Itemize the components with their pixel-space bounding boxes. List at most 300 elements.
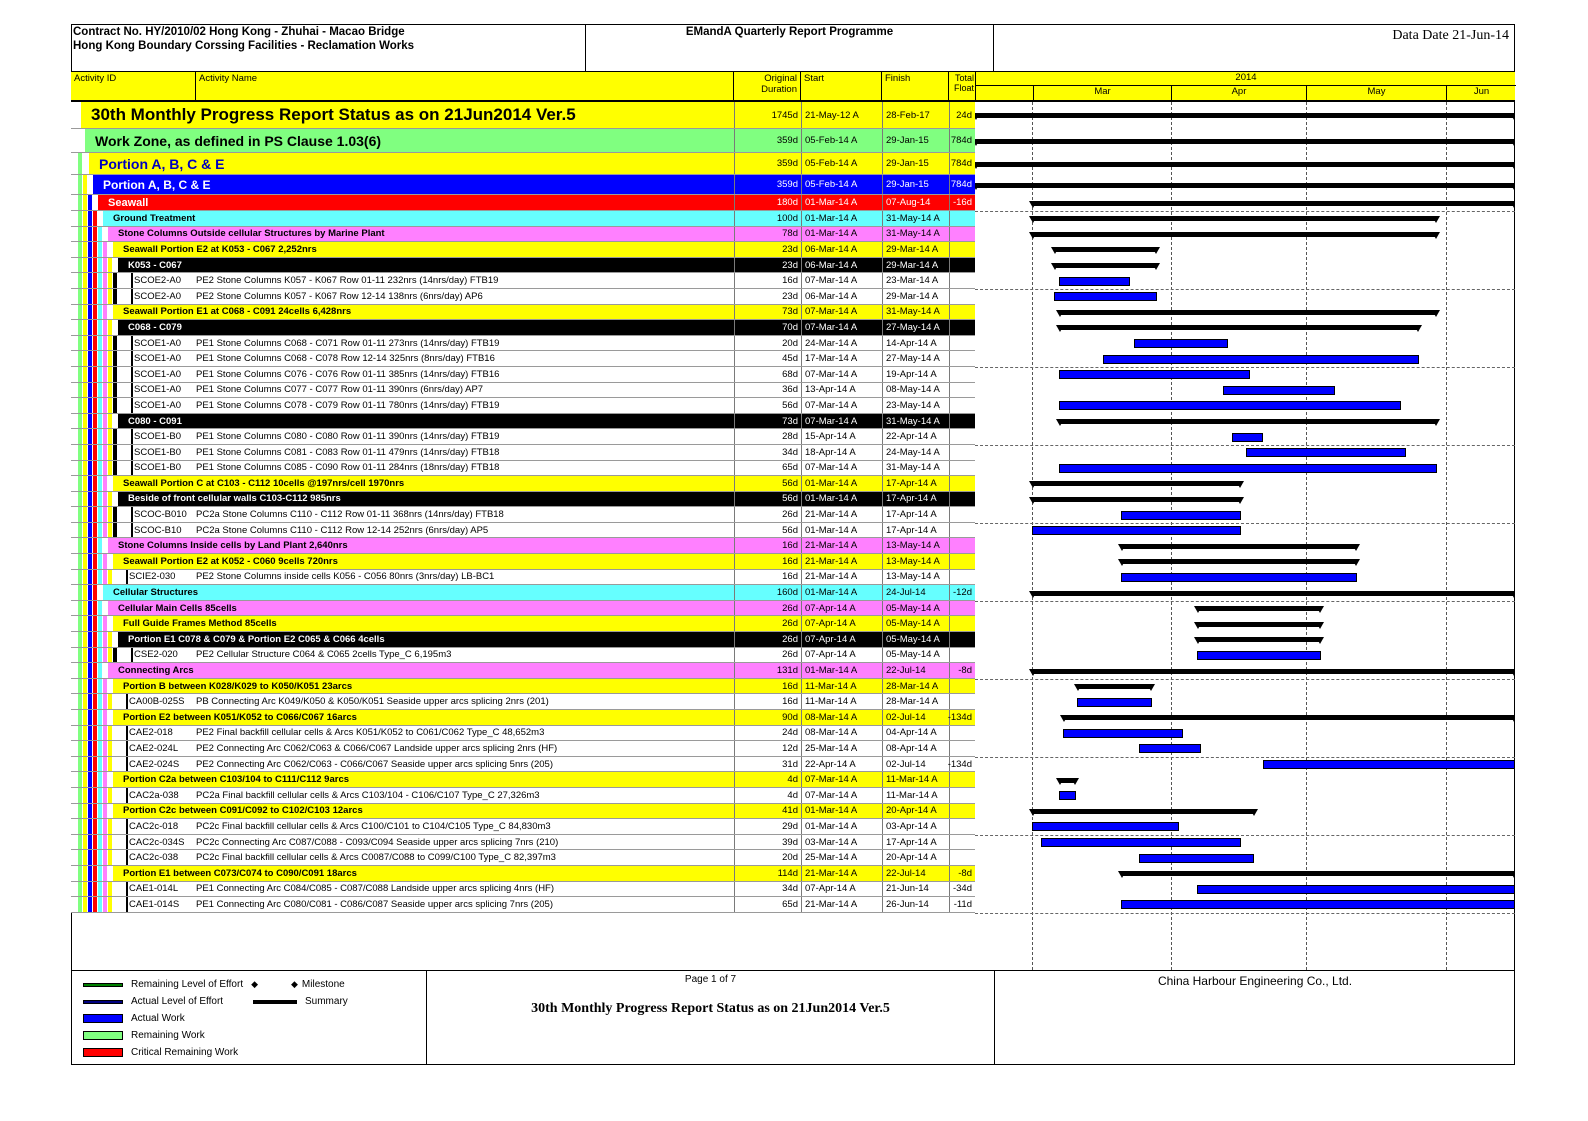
activity-row[interactable] — [71, 882, 975, 898]
float-cell — [949, 320, 975, 335]
wbs-row[interactable] — [71, 616, 975, 632]
gantt-summary-bar[interactable] — [1032, 809, 1255, 814]
wbs-indent-stripe — [103, 835, 107, 851]
wbs-row[interactable] — [71, 258, 975, 274]
gantt-activity-bar[interactable] — [1063, 729, 1183, 738]
activity-row[interactable] — [71, 694, 975, 710]
wbs-indent-stripe — [88, 726, 92, 742]
activity-row[interactable] — [71, 819, 975, 835]
finish-cell: 08-May-14 A — [882, 383, 949, 398]
gantt-activity-bar[interactable] — [1059, 401, 1402, 410]
wbs-indent-stripe — [98, 320, 102, 336]
gantt-summary-bar[interactable] — [1032, 216, 1437, 221]
activity-row[interactable] — [71, 351, 975, 367]
wbs-row[interactable] — [71, 195, 975, 211]
wbs-indent-stripe — [88, 351, 92, 367]
wbs-indent-stripe — [98, 383, 102, 399]
activity-row[interactable] — [71, 788, 975, 804]
start-cell: 07-Apr-14 A — [801, 632, 882, 647]
wbs-indent-stripe — [103, 804, 107, 820]
actual-work-swatch — [83, 1014, 123, 1023]
start-cell: 01-Mar-14 A — [801, 523, 882, 538]
programme-block — [586, 24, 994, 71]
wbs-indent-stripe — [88, 632, 92, 648]
float-cell — [949, 273, 975, 288]
wbs-indent-stripe — [78, 554, 82, 570]
finish-cell: 28-Mar-14 A — [882, 679, 949, 694]
critical-remaining-swatch — [83, 1048, 123, 1057]
gantt-activity-bar[interactable] — [1041, 838, 1241, 847]
milestone-diamond-icon: ◆ — [291, 979, 298, 989]
gantt-summary-bar[interactable] — [1059, 778, 1077, 783]
wbs-indent-stripe — [78, 195, 82, 211]
activity-row[interactable] — [71, 648, 975, 664]
wbs-indent-stripe — [83, 554, 87, 570]
wbs-indent-stripe — [98, 632, 102, 648]
footer-title-block — [427, 970, 995, 1065]
start-cell: 18-Apr-14 A — [801, 445, 882, 460]
float-cell — [949, 367, 975, 382]
wbs-indent-stripe — [88, 273, 92, 289]
finish-cell: 29-Jan-15 — [882, 129, 949, 152]
gantt-summary-bar[interactable] — [975, 162, 1515, 167]
activity-row[interactable] — [71, 523, 975, 539]
activity-id: CAE1-014L — [129, 883, 179, 895]
activity-name: PE2 Stone Columns K057 - K067 Row 01-11 232nrs (14nrs/day) FTB19 — [196, 275, 499, 287]
float-cell: -8d — [949, 663, 975, 678]
wbs-row[interactable] — [71, 414, 975, 430]
activity-row[interactable] — [71, 273, 975, 289]
duration-cell: 65d — [734, 897, 801, 912]
gantt-activity-bar[interactable] — [1032, 526, 1241, 535]
wbs-row[interactable] — [71, 305, 975, 321]
contract-line-1: Contract No. HY/2010/02 Hong Kong - Zhuhai - Macao Bridge — [73, 26, 405, 38]
wbs-indent-stripe — [88, 882, 92, 898]
duration-cell: 4d — [734, 772, 801, 787]
wbs-indent-stripe — [113, 523, 117, 539]
wbs-indent-stripe — [83, 710, 87, 726]
wbs-indent-stripe — [83, 804, 87, 820]
float-cell: 784d — [949, 175, 975, 194]
wbs-indent-stripe — [78, 804, 82, 820]
activity-row[interactable] — [71, 897, 975, 913]
wbs-indent-stripe — [108, 694, 112, 710]
wbs-indent-stripe — [83, 741, 87, 757]
wbs-row[interactable] — [71, 601, 975, 617]
wbs-indent-stripe — [108, 320, 112, 336]
activity-row[interactable] — [71, 726, 975, 742]
wbs-row[interactable] — [71, 476, 975, 492]
wbs-indent-stripe — [93, 351, 97, 367]
legend-actual-loe: Actual Level of Effort — [83, 996, 223, 1007]
wbs-indent-stripe — [78, 710, 82, 726]
col-activity-id: Activity ID — [71, 72, 196, 101]
wbs-indent-stripe — [88, 570, 92, 586]
wbs-indent-stripe — [88, 679, 92, 695]
data-date-block — [994, 24, 1515, 71]
gantt-activity-bar[interactable] — [1197, 651, 1322, 660]
wbs-row[interactable] — [71, 710, 975, 726]
wbs-indent-stripe — [88, 554, 92, 570]
gantt-summary-bar[interactable] — [975, 113, 1515, 118]
wbs-row[interactable] — [71, 679, 975, 695]
actual-loe-swatch — [83, 1000, 123, 1004]
wbs-indent-stripe — [88, 258, 92, 274]
gantt-summary-bar[interactable] — [1059, 310, 1437, 315]
duration-cell: 68d — [734, 367, 801, 382]
timeline-month-may: May — [1307, 86, 1447, 101]
wbs-indent-stripe — [78, 461, 82, 477]
gantt-summary-bar[interactable] — [1197, 606, 1322, 611]
gantt-activity-bar[interactable] — [1121, 511, 1241, 520]
start-cell: 01-Mar-14 A — [801, 476, 882, 491]
wbs-indent-stripe — [93, 305, 97, 321]
start-cell: 05-Feb-14 A — [801, 153, 882, 174]
wbs-indent-stripe — [108, 648, 112, 664]
duration-cell: 73d — [734, 414, 801, 429]
wbs-indent-stripe — [98, 273, 102, 289]
activity-row[interactable] — [71, 383, 975, 399]
wbs-indent-stripe — [108, 383, 112, 399]
wbs-indent-stripe — [83, 679, 87, 695]
wbs-indent-stripe — [83, 398, 87, 414]
duration-cell: 20d — [734, 336, 801, 351]
wbs-row[interactable] — [71, 227, 975, 243]
activity-row[interactable] — [71, 461, 975, 477]
wbs-indent-stripe — [88, 242, 92, 258]
finish-cell: 11-Mar-14 A — [882, 772, 949, 787]
col-activity-name: Activity Name — [196, 72, 734, 101]
float-cell — [949, 507, 975, 522]
start-cell: 07-Apr-14 A — [801, 601, 882, 616]
wbs-indent-stripe — [108, 273, 112, 289]
wbs-indent-stripe — [88, 772, 92, 788]
gantt-activity-bar[interactable] — [1134, 339, 1227, 348]
wbs-indent-stripe — [98, 351, 102, 367]
activity-row[interactable] — [71, 429, 975, 445]
wbs-indent-stripe — [78, 757, 82, 773]
wbs-row[interactable] — [71, 320, 975, 336]
duration-cell: 36d — [734, 383, 801, 398]
wbs-row[interactable] — [71, 866, 975, 882]
wbs-indent-stripe — [93, 383, 97, 399]
wbs-row[interactable] — [71, 102, 975, 129]
activity-row[interactable] — [71, 757, 975, 773]
gantt-summary-bar[interactable] — [1054, 263, 1156, 268]
wbs-indent-stripe — [88, 601, 92, 617]
activity-name: PE1 Stone Columns C080 - C080 Row 01-11 390nrs (14nrs/day) FTB19 — [196, 431, 500, 443]
start-cell: 07-Apr-14 A — [801, 616, 882, 631]
wbs-indent-stripe — [78, 850, 82, 866]
wbs-row[interactable] — [71, 804, 975, 820]
gantt-activity-bar[interactable] — [1059, 791, 1077, 800]
float-cell — [949, 242, 975, 257]
wbs-indent-stripe — [83, 476, 87, 492]
wbs-indent-stripe — [108, 398, 112, 414]
gantt-summary-bar[interactable] — [975, 139, 1515, 144]
activity-id: CAC2c-038 — [129, 852, 179, 864]
wbs-indent-stripe — [83, 414, 87, 430]
finish-cell: 22-Apr-14 A — [882, 429, 949, 444]
wbs-row[interactable] — [71, 153, 975, 175]
wbs-indent-stripe — [93, 632, 97, 648]
activity-row[interactable] — [71, 570, 975, 586]
gantt-activity-bar[interactable] — [1232, 433, 1263, 442]
wbs-indent-stripe — [78, 336, 82, 352]
gantt-activity-bar[interactable] — [1059, 277, 1130, 286]
gantt-activity-bar[interactable] — [1054, 292, 1156, 301]
wbs-indent-stripe — [93, 710, 97, 726]
gantt-summary-bar[interactable] — [1054, 247, 1156, 252]
wbs-indent-stripe — [88, 788, 92, 804]
start-cell: 21-Mar-14 A — [801, 554, 882, 569]
duration-cell: 56d — [734, 398, 801, 413]
wbs-name: Cellular Structures — [113, 587, 198, 599]
wbs-indent-stripe — [88, 414, 92, 430]
wbs-indent-stripe — [108, 258, 112, 274]
wbs-indent-stripe — [83, 772, 87, 788]
wbs-row[interactable] — [71, 585, 975, 601]
duration-cell: 16d — [734, 570, 801, 585]
activity-row[interactable] — [71, 445, 975, 461]
gantt-summary-bar[interactable] — [1121, 871, 1515, 876]
wbs-indent-stripe — [93, 445, 97, 461]
wbs-indent-stripe — [83, 429, 87, 445]
wbs-indent-stripe — [88, 227, 92, 243]
wbs-indent-stripe — [88, 538, 92, 554]
gantt-summary-bar[interactable] — [1059, 325, 1419, 330]
gantt-activity-bar[interactable] — [1121, 900, 1515, 909]
wbs-indent-stripe — [108, 741, 112, 757]
start-cell: 07-Mar-14 A — [801, 461, 882, 476]
wbs-indent-stripe — [103, 772, 107, 788]
gantt-activity-bar[interactable] — [1103, 355, 1419, 364]
month-gridline — [1446, 102, 1447, 970]
start-cell: 21-Mar-14 A — [801, 538, 882, 553]
wbs-indent-stripe — [93, 211, 97, 227]
wbs-indent-stripe — [113, 445, 117, 461]
wbs-indent-stripe — [93, 367, 97, 383]
wbs-indent-stripe — [98, 772, 102, 788]
gantt-activity-bar[interactable] — [1139, 854, 1255, 863]
float-cell — [949, 211, 975, 226]
float-cell — [949, 726, 975, 741]
wbs-indent-stripe — [83, 351, 87, 367]
finish-cell: 29-Jan-15 — [882, 175, 949, 194]
wbs-row[interactable] — [71, 242, 975, 258]
wbs-indent-stripe — [83, 523, 87, 539]
gantt-summary-bar[interactable] — [1077, 684, 1153, 689]
wbs-indent-stripe — [108, 819, 112, 835]
float-cell — [949, 398, 975, 413]
wbs-indent-stripe — [78, 492, 82, 508]
wbs-indent-stripe — [93, 850, 97, 866]
activity-row[interactable] — [71, 336, 975, 352]
wbs-indent-stripe — [78, 616, 82, 632]
wbs-indent-stripe — [113, 507, 117, 523]
activity-row[interactable] — [71, 367, 975, 383]
float-cell — [949, 289, 975, 304]
wbs-indent-stripe — [93, 616, 97, 632]
gantt-gridline — [975, 835, 1515, 836]
gantt-activity-bar[interactable] — [1032, 822, 1179, 831]
gantt-gridline — [975, 523, 1515, 524]
company-block — [995, 970, 1515, 1065]
wbs-indent-stripe — [108, 882, 112, 898]
finish-cell: 19-Apr-14 A — [882, 367, 949, 382]
finish-cell: 28-Feb-17 — [882, 102, 949, 128]
milestone-diamond-icon: ◆ — [251, 979, 259, 989]
wbs-indent-stripe — [88, 835, 92, 851]
wbs-indent-stripe — [113, 648, 117, 664]
finish-cell: 29-Mar-14 A — [882, 242, 949, 257]
gantt-summary-bar[interactable] — [1032, 481, 1241, 486]
timeline-month-jun: Jun — [1473, 86, 1490, 97]
wbs-indent-stripe — [78, 320, 82, 336]
wbs-indent-stripe — [103, 383, 107, 399]
wbs-indent-stripe — [78, 476, 82, 492]
wbs-row[interactable] — [71, 538, 975, 554]
wbs-indent-stripe — [78, 788, 82, 804]
wbs-name: Stone Columns Inside cells by Land Plant 2,640nrs — [118, 540, 348, 552]
float-cell — [949, 461, 975, 476]
activity-name: PC2a Stone Columns C110 - C112 Row 01-11 368nrs (14nrs/day) FTB18 — [196, 509, 504, 521]
wbs-indent-stripe — [83, 445, 87, 461]
gantt-summary-bar[interactable] — [1059, 419, 1437, 424]
float-cell — [949, 741, 975, 756]
activity-name: PE1 Stone Columns C076 - C076 Row 01-11 385nrs (14nrs/day) FTB16 — [196, 368, 500, 380]
activity-row[interactable] — [71, 507, 975, 523]
legend-remaining-loe: Remaining Level of Effort ◆ — [83, 979, 258, 990]
finish-cell: 17-Apr-14 A — [882, 476, 949, 491]
wbs-indent-stripe — [113, 383, 117, 399]
start-cell: 21-Mar-14 A — [801, 570, 882, 585]
wbs-name: Portion A, B, C & E — [103, 177, 211, 192]
gantt-activity-bar[interactable] — [1223, 386, 1334, 395]
wbs-indent-stripe — [103, 648, 107, 664]
start-cell: 25-Mar-14 A — [801, 741, 882, 756]
activity-row[interactable] — [71, 741, 975, 757]
gantt-activity-bar[interactable] — [1263, 760, 1515, 769]
timeline-month-mar: Mar — [1033, 86, 1172, 101]
wbs-indent-stripe — [78, 445, 82, 461]
activity-row[interactable] — [71, 850, 975, 866]
gantt-summary-bar[interactable] — [1197, 637, 1322, 642]
wbs-name: Seawall Portion E1 at C068 - C091 24cells 6,428nrs — [123, 306, 352, 318]
wbs-name: Seawall Portion C at C103 - C112 10cells @197nrs/cell 1970nrs — [123, 477, 405, 489]
activity-name: PE1 Stone Columns C081 - C083 Row 01-11 479nrs (14nrs/day) FTB18 — [196, 446, 500, 458]
contract-line-2: Hong Kong Boundary Corssing Facilities - Reclamation Works — [73, 40, 415, 52]
float-cell — [949, 429, 975, 444]
wbs-indent-stripe — [103, 523, 107, 539]
wbs-name: C080 - C091 — [128, 415, 182, 427]
float-cell — [949, 227, 975, 242]
gantt-activity-bar[interactable] — [1077, 698, 1153, 707]
gantt-summary-bar[interactable] — [1121, 544, 1357, 549]
finish-cell: 24-May-14 A — [882, 445, 949, 460]
start-cell: 01-Mar-14 A — [801, 211, 882, 226]
gantt-summary-bar[interactable] — [1032, 201, 1515, 206]
gantt-activity-bar[interactable] — [1197, 885, 1515, 894]
wbs-indent-stripe — [93, 289, 97, 305]
wbs-row[interactable] — [71, 663, 975, 679]
timeline-year: 2014 — [976, 72, 1516, 86]
wbs-name: Full Guide Frames Method 85cells — [123, 618, 277, 630]
start-cell: 01-Mar-14 A — [801, 804, 882, 819]
gantt-activity-bar[interactable] — [1121, 573, 1357, 582]
wbs-indent-stripe — [78, 726, 82, 742]
wbs-indent-stripe — [103, 429, 107, 445]
wbs-indent-stripe — [98, 663, 102, 679]
finish-cell: 29-Mar-14 A — [882, 289, 949, 304]
gantt-summary-bar[interactable] — [975, 183, 1515, 188]
gantt-summary-bar[interactable] — [1032, 591, 1515, 596]
activity-name: PC2c Final backfill cellular cells & Arcs C100/C101 to C104/C105 Type_C 84,830m3 — [196, 820, 551, 832]
wbs-indent-stripe — [98, 616, 102, 632]
wbs-indent-stripe — [78, 507, 82, 523]
float-cell — [949, 305, 975, 320]
wbs-row[interactable] — [71, 492, 975, 508]
gantt-summary-bar[interactable] — [1032, 232, 1437, 237]
gantt-summary-bar[interactable] — [1121, 559, 1357, 564]
wbs-indent-stripe — [93, 523, 97, 539]
gantt-summary-bar[interactable] — [1197, 622, 1322, 627]
gantt-activity-bar[interactable] — [1059, 370, 1250, 379]
wbs-indent-stripe — [98, 305, 102, 321]
wbs-indent-stripe — [93, 570, 97, 586]
wbs-row[interactable] — [71, 772, 975, 788]
wbs-indent-stripe — [78, 398, 82, 414]
wbs-row[interactable] — [71, 129, 975, 153]
gantt-activity-bar[interactable] — [1246, 448, 1406, 457]
duration-cell: 100d — [734, 211, 801, 226]
wbs-indent-stripe — [103, 492, 107, 508]
wbs-indent-stripe — [93, 648, 97, 664]
wbs-indent-stripe — [83, 726, 87, 742]
float-cell — [949, 445, 975, 460]
wbs-indent-stripe — [93, 476, 97, 492]
wbs-indent-stripe — [83, 211, 87, 227]
duration-cell: 131d — [734, 663, 801, 678]
wbs-indent-stripe — [108, 507, 112, 523]
wbs-row[interactable] — [71, 554, 975, 570]
wbs-indent-stripe — [98, 741, 102, 757]
gantt-activity-bar[interactable] — [1139, 744, 1201, 753]
finish-cell: 04-Apr-14 A — [882, 726, 949, 741]
activity-row[interactable] — [71, 398, 975, 414]
wbs-indent-stripe — [88, 195, 92, 211]
float-cell — [949, 679, 975, 694]
gantt-summary-bar[interactable] — [1063, 715, 1515, 720]
wbs-row[interactable] — [71, 211, 975, 227]
activity-id: SCOE1-A0 — [134, 337, 181, 349]
wbs-row[interactable] — [71, 632, 975, 648]
gantt-summary-bar[interactable] — [1032, 497, 1241, 502]
wbs-indent-stripe — [103, 289, 107, 305]
gantt-summary-bar[interactable] — [1032, 669, 1515, 674]
activity-row[interactable] — [71, 835, 975, 851]
finish-cell: 13-May-14 A — [882, 538, 949, 553]
wbs-indent-stripe — [83, 195, 87, 211]
start-cell: 11-Mar-14 A — [801, 679, 882, 694]
duration-cell: 16d — [734, 679, 801, 694]
activity-row[interactable] — [71, 289, 975, 305]
wbs-row[interactable] — [71, 175, 975, 195]
wbs-indent-stripe — [93, 819, 97, 835]
wbs-indent-stripe — [113, 398, 117, 414]
wbs-name: Connecting Arcs — [118, 665, 194, 677]
gantt-activity-bar[interactable] — [1059, 464, 1437, 473]
